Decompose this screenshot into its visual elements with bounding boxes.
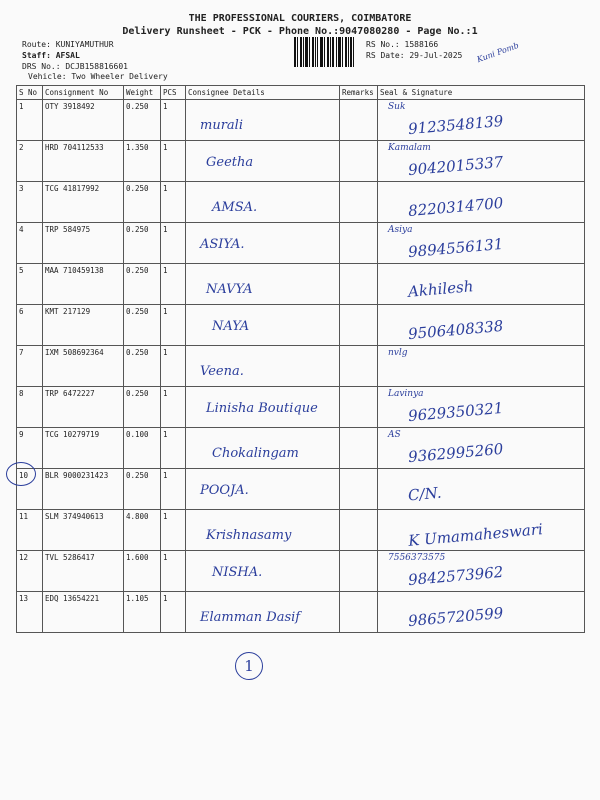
rs-number: RS No.: 1588166: [366, 40, 439, 49]
handwritten-consignee-name: Chokalingam: [212, 446, 299, 461]
cell-pcs: 1: [161, 182, 186, 223]
cell-seal-signature: [378, 428, 585, 469]
cell-sno: 9: [17, 428, 43, 469]
handwritten-phone-number: 9123548139: [407, 111, 505, 139]
column-header: Weight: [124, 86, 161, 100]
cell-remarks: [340, 182, 378, 223]
cell-consignee: [186, 141, 340, 182]
cell-pcs: 1: [161, 592, 186, 633]
handwritten-consignee-name: Krishnasamy: [206, 528, 292, 543]
cell-pcs: 1: [161, 141, 186, 182]
cell-pcs: 1: [161, 387, 186, 428]
cell-sno: 6: [17, 305, 43, 346]
cell-remarks: [340, 510, 378, 551]
cell-cons: SLM 374940613: [43, 510, 124, 551]
handwritten-signature: Suk: [388, 102, 406, 112]
handwritten-signature: Lavinya: [388, 389, 424, 399]
handwritten-phone-number: 9042015337: [407, 152, 505, 180]
handwritten-phone-number: 9894556131: [407, 234, 505, 262]
cell-consignee: [186, 551, 340, 592]
cell-remarks: [340, 592, 378, 633]
handwritten-top-note: Kuni Pomb: [475, 40, 521, 65]
cell-pcs: 1: [161, 100, 186, 141]
table-row: [17, 100, 585, 141]
handwritten-consignee-name: NAVYA: [206, 282, 253, 297]
company-title: THE PROFESSIONAL COURIERS, COIMBATORE: [188, 13, 412, 24]
cell-seal-signature: [378, 510, 585, 551]
column-header: S No: [17, 86, 43, 100]
cell-sno: 7: [17, 346, 43, 387]
cell-cons: TRP 6472227: [43, 387, 124, 428]
cell-weight: 0.250: [124, 182, 161, 223]
cell-weight: 4.800: [124, 510, 161, 551]
cell-cons: TRP 584975: [43, 223, 124, 264]
cell-pcs: 1: [161, 264, 186, 305]
handwritten-phone-number: 9506408338: [407, 316, 505, 344]
cell-seal-signature: [378, 592, 585, 633]
handwritten-signature: Asiya: [388, 225, 413, 235]
handwritten-consignee-name: POOJA.: [200, 483, 249, 498]
cell-cons: KMT 217129: [43, 305, 124, 346]
cell-seal-signature: [378, 551, 585, 592]
handwritten-phone-number: 8220314700: [407, 193, 505, 221]
column-header: Remarks: [340, 86, 378, 100]
cell-consignee: [186, 510, 340, 551]
table-row: [17, 264, 585, 305]
cell-weight: 0.250: [124, 264, 161, 305]
cell-cons: IXM 508692364: [43, 346, 124, 387]
cell-seal-signature: [378, 305, 585, 346]
cell-sno: 2: [17, 141, 43, 182]
handwritten-consignee-name: Geetha: [206, 155, 254, 170]
cell-pcs: 1: [161, 223, 186, 264]
cell-pcs: 1: [161, 346, 186, 387]
table-row: [17, 469, 585, 510]
handwritten-consignee-name: ASIYA.: [200, 237, 245, 252]
cell-remarks: [340, 100, 378, 141]
cell-consignee: [186, 469, 340, 510]
cell-sno: 12: [17, 551, 43, 592]
cell-sno: 10: [17, 469, 43, 510]
cell-weight: 1.600: [124, 551, 161, 592]
table-body: [17, 100, 585, 633]
cell-consignee: [186, 346, 340, 387]
handwritten-phone-number: K Umamaheswari: [407, 520, 544, 550]
table-row: [17, 428, 585, 469]
cell-weight: 1.350: [124, 141, 161, 182]
cell-seal-signature: [378, 346, 585, 387]
cell-consignee: [186, 100, 340, 141]
drs-label: DRS No.: DCJB158816601: [22, 62, 128, 71]
cell-remarks: [340, 469, 378, 510]
handwritten-consignee-name: murali: [200, 118, 243, 133]
cell-weight: 0.100: [124, 428, 161, 469]
handwritten-signature: nvlg: [388, 348, 408, 358]
table-header-row: [17, 86, 585, 100]
cell-weight: 0.250: [124, 387, 161, 428]
handwritten-consignee-name: NISHA.: [212, 565, 263, 580]
vehicle-label: Vehicle: Two Wheeler Delivery: [28, 72, 168, 81]
table-row: [17, 346, 585, 387]
runsheet-table: [16, 85, 585, 633]
table-row: [17, 223, 585, 264]
cell-seal-signature: [378, 223, 585, 264]
cell-remarks: [340, 387, 378, 428]
cell-cons: EDQ 13654221: [43, 592, 124, 633]
cell-consignee: [186, 264, 340, 305]
cell-cons: BLR 9000231423: [43, 469, 124, 510]
cell-consignee: [186, 428, 340, 469]
cell-cons: MAA 710459138: [43, 264, 124, 305]
cell-cons: TCG 10279719: [43, 428, 124, 469]
cell-seal-signature: [378, 469, 585, 510]
cell-seal-signature: [378, 264, 585, 305]
handwritten-consignee-name: NAYA: [212, 319, 250, 334]
barcode-image: [294, 37, 354, 67]
rs-date: RS Date: 29-Jul-2025: [366, 51, 463, 60]
cell-sno: 8: [17, 387, 43, 428]
cell-weight: 0.250: [124, 305, 161, 346]
staff-label: Staff: AFSAL: [22, 51, 80, 60]
handwritten-phone-number: 9629350321: [407, 398, 505, 426]
cell-sno: 4: [17, 223, 43, 264]
cell-pcs: 1: [161, 428, 186, 469]
handwritten-phone-number: 9362995260: [407, 439, 505, 467]
cell-seal-signature: [378, 387, 585, 428]
cell-pcs: 1: [161, 510, 186, 551]
cell-weight: 0.250: [124, 469, 161, 510]
table-row: [17, 551, 585, 592]
cell-cons: HRD 704112533: [43, 141, 124, 182]
handwritten-consignee-name: Linisha Boutique: [206, 401, 318, 416]
cell-sno: 13: [17, 592, 43, 633]
cell-cons: TVL 5286417: [43, 551, 124, 592]
column-header: PCS: [161, 86, 186, 100]
cell-remarks: [340, 428, 378, 469]
cell-consignee: [186, 182, 340, 223]
table-row: [17, 387, 585, 428]
cell-remarks: [340, 141, 378, 182]
cell-pcs: 1: [161, 305, 186, 346]
handwritten-signature: Kamalam: [388, 143, 431, 153]
cell-consignee: [186, 387, 340, 428]
cell-consignee: [186, 223, 340, 264]
cell-remarks: [340, 346, 378, 387]
cell-remarks: [340, 551, 378, 592]
handwritten-signature: 7556373575: [388, 553, 446, 563]
cell-remarks: [340, 223, 378, 264]
cell-sno: 1: [17, 100, 43, 141]
cell-sno: 3: [17, 182, 43, 223]
handwritten-consignee-name: Elamman Dasif: [200, 610, 301, 625]
table-row: [17, 182, 585, 223]
table-row: [17, 141, 585, 182]
cell-sno: 5: [17, 264, 43, 305]
cell-seal-signature: [378, 182, 585, 223]
page-circle-mark: 1: [235, 652, 263, 680]
handwritten-phone-number: 9865720599: [407, 603, 505, 631]
table-row: [17, 305, 585, 346]
cell-remarks: [340, 305, 378, 346]
handwritten-phone-number: C/N.: [407, 483, 443, 505]
handwritten-phone-number: 9842573962: [407, 562, 505, 590]
runsheet-subtitle: Delivery Runsheet - PCK - Phone No.:9047080280 - Page No.:1: [122, 26, 478, 37]
cell-consignee: [186, 305, 340, 346]
table-row: [17, 592, 585, 633]
cell-pcs: 1: [161, 551, 186, 592]
handwritten-consignee-name: AMSA.: [212, 200, 258, 215]
cell-weight: 1.105: [124, 592, 161, 633]
column-header: Consignment No: [43, 86, 124, 100]
cell-consignee: [186, 592, 340, 633]
table-row: [17, 510, 585, 551]
cell-pcs: 1: [161, 469, 186, 510]
handwritten-phone-number: Akhilesh: [407, 277, 475, 301]
cell-cons: OTY 3918492: [43, 100, 124, 141]
column-header: Consignee Details: [186, 86, 340, 100]
route-label: Route: KUNIYAMUTHUR: [22, 40, 114, 49]
cell-weight: 0.250: [124, 100, 161, 141]
cell-seal-signature: [378, 100, 585, 141]
cell-cons: TCG 41817992: [43, 182, 124, 223]
cell-sno: 11: [17, 510, 43, 551]
handwritten-signature: AS: [388, 430, 401, 440]
cell-remarks: [340, 264, 378, 305]
cell-weight: 0.250: [124, 346, 161, 387]
handwritten-consignee-name: Veena.: [200, 364, 244, 379]
cell-seal-signature: [378, 141, 585, 182]
cell-weight: 0.250: [124, 223, 161, 264]
handwritten-circle-mark: [6, 462, 36, 486]
column-header: Seal & Signature: [378, 86, 585, 100]
